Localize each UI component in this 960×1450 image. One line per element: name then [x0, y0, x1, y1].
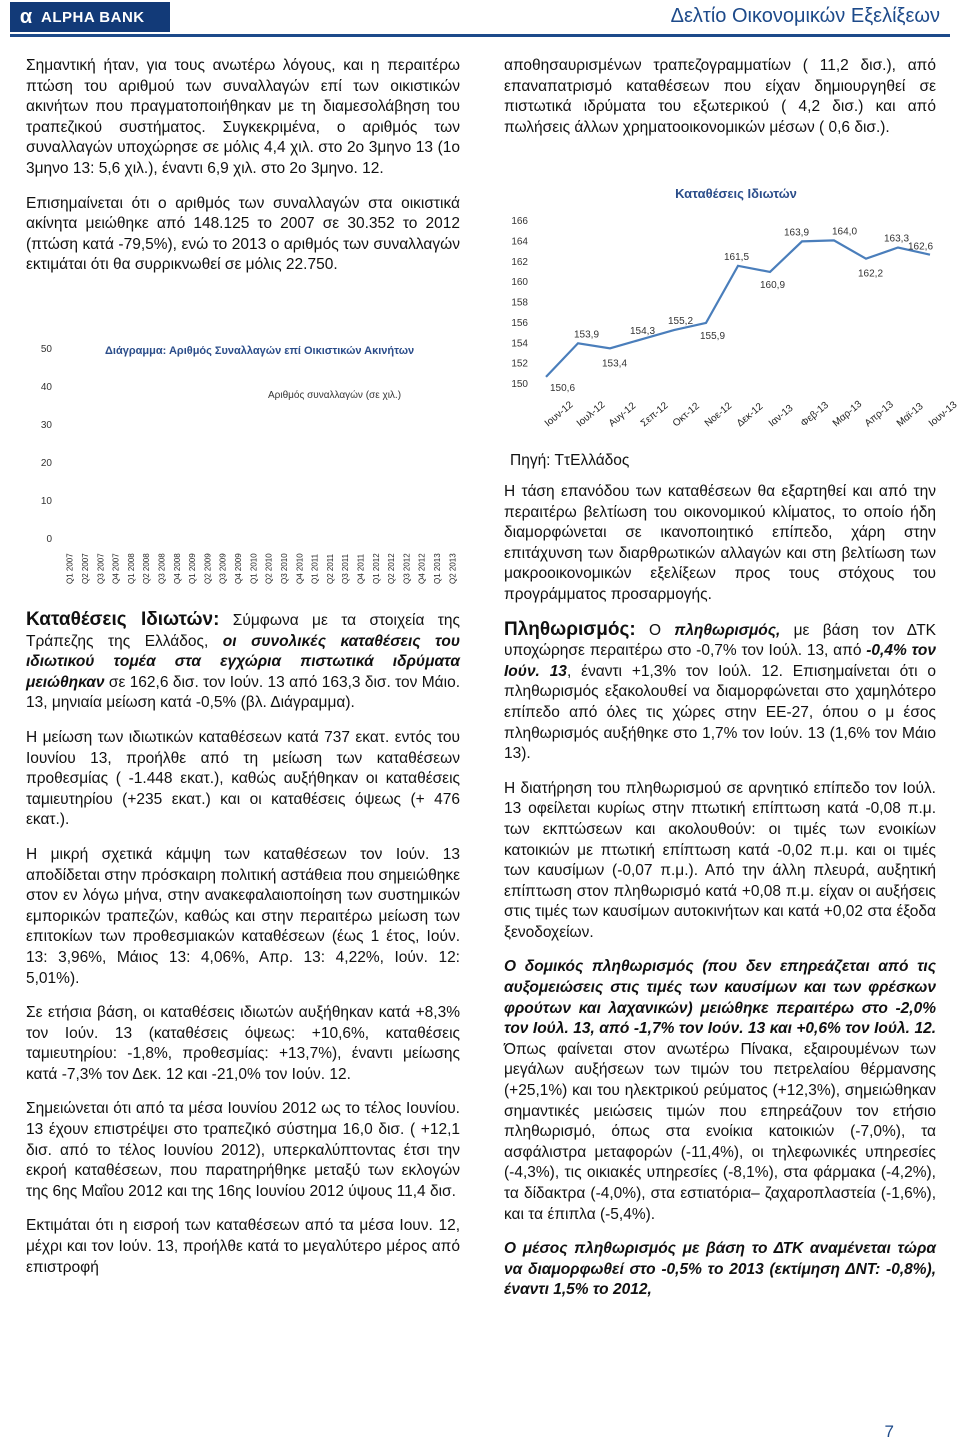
y-tick-label: 162: [511, 256, 528, 268]
data-label: 162,6: [908, 241, 934, 253]
x-tick-label: Q3 2012: [402, 553, 412, 584]
x-tick-label: Q4 2011: [356, 553, 366, 584]
y-tick-label: 160: [511, 277, 528, 289]
logo-text: ALPHA BANK: [41, 8, 145, 26]
chart-source: Πηγή: ΤτΕλλάδος: [510, 452, 630, 469]
data-label: 150,6: [550, 382, 576, 394]
x-tick-label: Q2 2013: [448, 553, 458, 584]
y-tick-label: 30: [40, 420, 52, 431]
inflation-heading: Πληθωρισμός:: [504, 618, 636, 640]
data-label: 163,3: [884, 233, 910, 245]
transactions-bar-chart: [20, 330, 470, 585]
x-tick-label: Q4 2012: [417, 553, 427, 584]
column-2-top: [504, 56, 936, 152]
y-tick-label: 150: [511, 379, 528, 390]
y-tick-label: 154: [511, 338, 528, 350]
data-label: 155,2: [668, 316, 694, 328]
document-title: Δελτίο Οικονομικών Εξελίξεων: [670, 5, 940, 27]
paragraph-inflation-drivers: Η διατήρηση του πληθωρισμού σε αρνητικό επίπεδο τον Ιούλ. 13 οφείλεται κυρίως στην πτωτική επίπτωση κατά -0,08 π.μ. των εκπτώσεων και ακολουθούν: οι τιμές των ενοικίων κατοικιών με πτωτική επίπτωση κατά -0,02 π.μ. και οι τιμές των καυσίμων (-0,07 π.μ.). Από την άλλη πλευρά, αυξητική επίπτωση στον πληθωρισμό κατά +0,08 π.μ. είχαν οι αυξήσεις στις τιμές των καυσίμων αυτοκινήτων και κατά +0,02 στα έξοδα ξενοδοχείων.: [504, 779, 936, 941]
deposits-heading: Καταθέσεις Ιδιωτών:: [26, 609, 220, 630]
y-tick-label: 20: [40, 458, 52, 469]
y-tick-label: 10: [40, 496, 52, 507]
x-tick-label: Ιουν-13: [926, 399, 960, 430]
x-tick-label: Δεκ-12: [734, 401, 766, 430]
paragraph-deposits: Καταθέσεις Ιδιωτών: Σύμφωνα με τα στοιχεία της Τράπεζης της Ελλάδος, οι συνολικές καταθέσεις του ιδιωτικού τομέα στα εγχώρια πιστωτικά ιδρύματα μειώθηκαν σε 162,6 δισ. τον Ιούν. 13 από 163,3 δισ. τον Μάιο. 13, μηνιαία μείωση κατά -0,5% (βλ. Διάγραμμα).: [26, 609, 460, 712]
paragraph-deposits-inflow: Εκτιμάται ότι η εισροή των καταθέσεων από τα μέσα Ιουν. 12, μέχρι και τον Ιούν. 13, προήλθε κατά το μεγαλύτερο μέρος από επιστροφή: [26, 1217, 460, 1276]
x-tick-label: Q1 2010: [249, 553, 259, 584]
x-tick-label: Q4 2008: [172, 553, 182, 584]
data-label: 161,5: [724, 251, 750, 263]
x-tick-label: Μαρ-13: [830, 398, 865, 430]
paragraph-deposits-annual: Σε ετήσια βάση, οι καταθέσεις ιδιωτών αυξήθηκαν κατά +8,3% τον Ιούν. 13 (καταθέσεις όψεως: +10,6%, καταθέσεις ταμιευτηρίου: -1,8%, προθεσμίας: +13,7%), έναντι μείωσης κατά -7,3% τον Δεκ. 12 και -21,0% τον Ιούν. 12.: [26, 1004, 460, 1083]
x-tick-label: Q3 2011: [341, 553, 351, 584]
paragraph-deposits-cause: Η μικρή σχετικά κάμψη των καταθέσεων τον Ιούν. 13 αποδίδεται στην πρόσκαιρη πολιτική αστάθεια που σημειώθηκε στον εν λόγω μήνα, στην ανακεφαλαιοποίηση των συστημικών εμπορικών τραπεζών, καθώς και στην περαιτέρω μείωση των επιτοκίων των προθεσμιακών καταθέσεων (έως 1 έτος, Ιούν. 13: 3,96%, Μάιος 13: 4,06%, Απρ. 13: 4,22%, Ιούν. 12: 5,01%).: [26, 845, 460, 987]
x-tick-label: Οκτ-12: [670, 400, 702, 430]
paragraph-transactions: Σημαντική ήταν, για τους ανωτέρω λόγους, και η περαιτέρω πτώση του αριθμού των συναλλαγών επί των οικιστικών ακινήτων που πραγματοποιήθηκαν με τη διαμεσολάβηση του τραπεζικού συστήματος. Συγκεκριμένα, ο αριθμός των συναλλαγών υποχώρησε σε μόλις 4,4 χιλ. στο 2ο 3μηνο 13 (1ο 3μηνο 13: 5,6 χιλ.), έναντι 6,9 χιλ. στο 2ο 3μηνο. 12.: [26, 57, 460, 177]
y-tick-label: 0: [46, 534, 52, 545]
x-tick-label: Q1 2007: [65, 553, 75, 584]
x-tick-label: Νοε-12: [702, 400, 735, 430]
x-tick-label: Q3 2008: [157, 553, 167, 584]
data-label: 160,9: [760, 279, 786, 291]
deposits-line-chart: [500, 180, 960, 445]
y-tick-label: 152: [511, 358, 528, 370]
x-tick-label: Ιουν-12: [542, 399, 576, 430]
x-tick-label: Q2 2009: [203, 553, 213, 584]
paragraph-inflation: Πληθωρισμός: Ο πληθωρισμός, με βάση τον ΔΤΚ υποχώρησε περαιτέρω στο -0,7% τον Ιούλ. 13, από -0,4% τον Ιούν. 13, έναντι +1,3% τον Ιούλ. 12. Επισημαίνεται ότι ο πληθωρισμός εξακολουθεί να διαμορφώνεται στο χαμηλότερο επίπεδο από όλες τις χώρες στην ΕΕ-27, όπου ο μ έσος πληθωρισμός αυξήθηκε στο 1,7% τον Ιούν. 13 (1,6% τον Μάιο 13).: [504, 618, 936, 763]
y-tick-label: 50: [40, 344, 52, 355]
y-tick-label: 40: [40, 382, 52, 393]
data-label: 153,4: [602, 358, 628, 370]
x-tick-label: Ιαν-13: [766, 402, 796, 430]
x-tick-label: Φεβ-13: [798, 399, 831, 430]
paragraph-average-inflation: Ο μέσος πληθωρισμός με βάση το ΔΤΚ αναμένεται τώρα να διαμορφωθεί στο -0,5% το 2013 (εκτίμηση ΔΝΤ: -0,8%), έναντι 1,5% το 2012,: [504, 1240, 936, 1299]
x-tick-label: Q1 2013: [433, 553, 443, 584]
paragraph-deposits-decrease: Η μείωση των ιδιωτικών καταθέσεων κατά 737 εκατ. εντός του Ιουνίου 13, προήλθε από τη μείωση των καταθέσεων προθεσμίας ( -1.448 εκατ.), καθώς αυξήθηκαν οι καταθέσεις ταμιευτηρίου (+235 εκατ.) και οι καταθέσεις όψεως (+ 476 εκατ.).: [26, 728, 460, 829]
paragraph-deposits-outlook: Η τάση επανόδου των καταθέσεων θα εξαρτηθεί και από την περαιτέρω βελτίωση του οικονομικού κλίματος, το οποίο ήδη διαμορφώνεται σε ικανοποιητικό επίπεδο, χάρη στην επιτάχυνση των διαρθρωτικών αλλαγών και στη βελτίωση των μακροοικονομικών εξελίξεων προς τους στόχους του προγράμματος προσαρμογής.: [504, 483, 936, 603]
x-tick-label: Q4 2009: [234, 553, 244, 584]
x-tick-label: Q2 2008: [142, 553, 152, 584]
y-tick-label: 164: [511, 236, 528, 248]
y-tick-label: 166: [511, 216, 528, 227]
data-label: 154,3: [630, 326, 656, 338]
page-number: 7: [884, 1422, 894, 1441]
chart-title: Διάγραμμα: Αριθμός Συναλλαγών επί Οικιστικών Ακινήτων: [105, 345, 415, 357]
column-2-bottom: [504, 482, 936, 1315]
header-divider: [10, 34, 950, 37]
alpha-logo-icon: α: [19, 5, 33, 28]
x-tick-label: Q3 2010: [279, 553, 289, 584]
x-tick-label: Q3 2007: [96, 553, 106, 584]
chart-title: Καταθέσεις Ιδιωτών: [675, 186, 797, 201]
data-label: 155,9: [700, 330, 726, 342]
data-label: 164,0: [832, 226, 858, 238]
bank-logo: [10, 2, 170, 32]
x-tick-label: Q1 2008: [126, 553, 136, 584]
x-tick-label: Q4 2007: [111, 553, 121, 584]
x-tick-label: Q2 2007: [80, 553, 90, 584]
x-tick-label: Απρ-13: [862, 399, 896, 430]
paragraph-core-inflation: Ο δομικός πληθωρισμός (που δεν επηρεάζεται από τις αυξομειώσεις στις τιμές των καυσίμων και των φρέσκων φρούτων και λαχανικών) μειώθηκε περαιτέρω στο -2,0% τον Ιούλ. 13, από -1,7% τον Ιούν. 13 και +0,6% τον Ιούλ. 12. Όπως φαίνεται στον ανωτέρω Πίνακα, εξαιρουμένων των μεγάλων αυξήσεων των τιμών του πετρελαίου θέρμανσης (+25,1%) και του ηλεκτρικού ρεύματος (+12,3%), σημειώθηκαν σημαντικές μειώσεις τιμών που επηρεάζουν τον ετήσιο πληθωρισμό, όπως στα ενοίκια κατοικιών (-7,0%), τα ασφάλιστρα μεταφορών (-11,4%), οι τηλεφωνικές υπηρεσίες (-4,3%), τις οικιακές υπηρεσίες (-8,1%), στα φάρμακα (-4,2%), τα δίδακτρα (-4,0%), στα εστιατόρια– ζαχαροπλαστεία (-1,6%), και τα έπιπλα (-5,4%).: [504, 958, 936, 1223]
x-tick-label: Q2 2012: [387, 553, 397, 584]
x-tick-label: Q1 2011: [310, 553, 320, 584]
x-tick-label: Q3 2009: [218, 553, 228, 584]
paragraph-deposits-inflow-cont: αποθησαυρισμένων τραπεζογραμματίων ( 11,2 δισ.), από επαναπατρισμό καταθέσεων που είχαν δημιουργηθεί σε πιστωτικά ιδρύματα του εξωτερικού ( 4,2 δισ.) και από πωλήσεις άλλων χρηματοοικονομικών μέσων ( 0,6 δισ.).: [504, 57, 936, 136]
x-tick-label: Q1 2009: [188, 553, 198, 584]
x-tick-label: Ιουλ-12: [574, 399, 608, 430]
data-label: 163,9: [784, 227, 810, 239]
column-1-bottom: [26, 610, 460, 1292]
chart-legend-label: Αριθμός συναλλαγών (σε χιλ.): [268, 390, 402, 401]
y-tick-label: 156: [511, 317, 528, 329]
column-1-top: [26, 56, 460, 290]
data-label: 153,9: [574, 329, 600, 341]
x-tick-label: Αυγ-12: [606, 400, 639, 430]
x-tick-label: Σεπ-12: [638, 400, 671, 430]
y-tick-label: 158: [511, 297, 528, 309]
x-tick-label: Q4 2010: [295, 553, 305, 584]
data-label: 162,2: [858, 268, 884, 280]
x-tick-label: Q1 2012: [371, 553, 381, 584]
x-tick-label: Q2 2010: [264, 553, 274, 584]
paragraph-deposits-return: Σημειώνεται ότι από τα μέσα Ιουνίου 2012 ως το τέλος Ιουνίου. 13 έχουν επιστρέψει στο τραπεζικό σύστημα 16,0 δισ. ( +12,1 δισ. από το τέλος Ιουνίου 2012), υπερκαλύπτοντας έτσι την εκροή καταθέσεων, που παρατηρήθηκε μεταξύ των εκλογών της 6ης Μαΐου 2012 και της 16ης Ιουνίου 2012 ύψους 11,4 δισ.: [26, 1100, 460, 1200]
x-tick-label: Q2 2011: [325, 553, 335, 584]
x-tick-label: Μαϊ-13: [894, 401, 926, 430]
paragraph-transactions-history: Επισημαίνεται ότι ο αριθμός των συναλλαγών στα οικιστικά ακίνητα μειώθηκε από 148.125 το 2007 σε 30.352 το 2012 (πτώση κατά -79,5%), ενώ το 2013 ο αριθμός των συναλλαγών εκτιμάται ότι θα συρρικνωθεί σε μόλις 22.750.: [26, 194, 460, 274]
